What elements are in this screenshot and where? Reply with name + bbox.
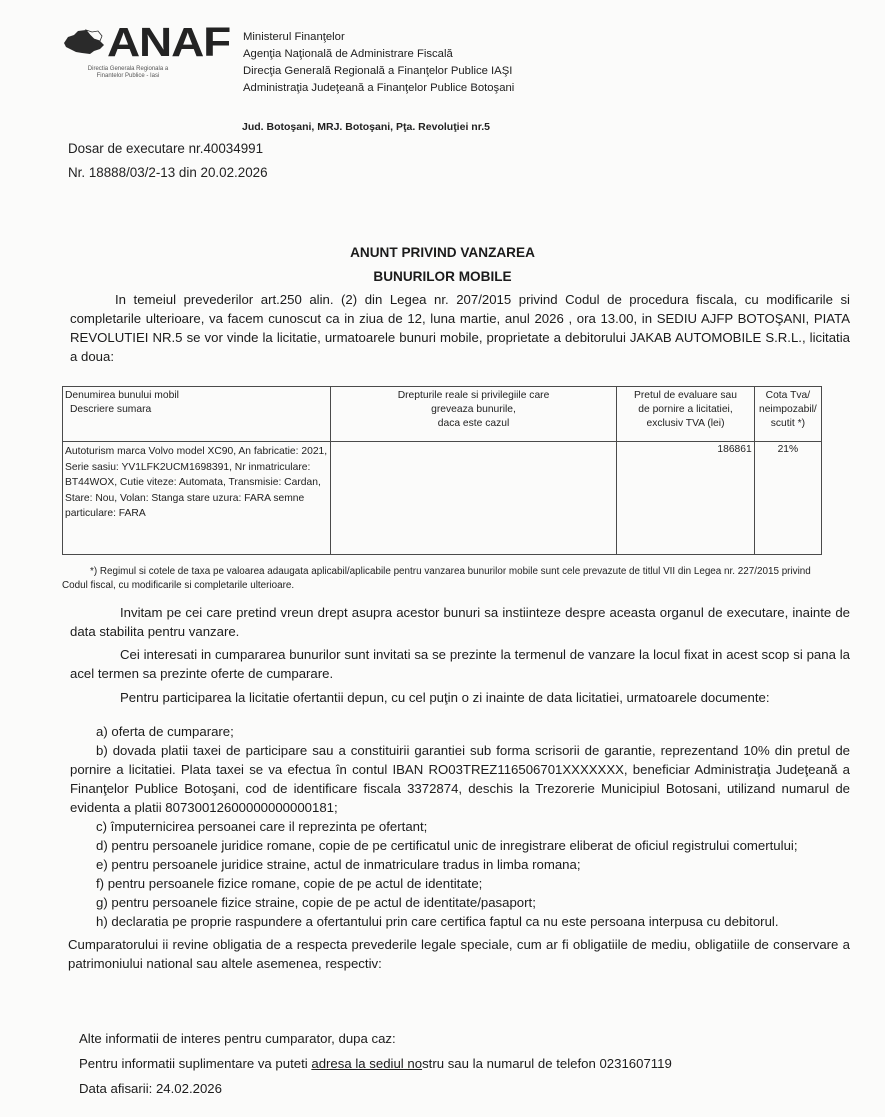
paragraph-participation: Pentru participarea la licitatie ofertantii depun, cu cel puţin o zi inainte de data licitatiei, urmatoarele documente:	[120, 690, 770, 705]
list-item: b) dovada platii taxei de participare sau a constituirii garantiei sub forma scrisorii de garantie, reprezentand 10% din pretul de pornire a licitatiei. Plata taxei se va efectua în contul IBAN RO03TREZ116506701XXXXXXX, beneficiar Administraţia Judeţeană a Finanţelor Publice Botoşani, cod de identificare fiscala 3372874, deschis la Trezorerie Municipiul Botosani, utilizand numarul de evidenta a platii 80730012600000000000181;	[70, 743, 850, 815]
case-reference	[68, 137, 268, 185]
list-item: a) oferta de cumparare;	[96, 724, 234, 739]
logo-subtitle: Directia Generala Regionala a Finantelor Publice - Iasi	[87, 66, 169, 79]
display-date: Data afisarii: 24.02.2026	[79, 1081, 222, 1096]
documents-list	[70, 722, 850, 973]
logo-wordmark: ANAF	[107, 19, 231, 65]
list-item: g) pentru persoanele fizice straine, copie de pe actul de identitate/pasaport;	[96, 895, 536, 910]
goods-table	[62, 386, 822, 555]
intro-paragraph: In temeiul prevederilor art.250 alin. (2) din Legea nr. 207/2015 privind Codul de procedura fiscala, cu modificarile si completarile ulterioare, va facem cunoscut ca in ziua de 12, luna martie, anul 2026 , ora 13.00, in SEDIU AJFP BOTOŞANI, PIATA REVOLUTIEI NR.5 se vor vinde la licitatie, urmatoarele bunuri mobile, proprietate a debitorului JAKAB AUTOMOBILE S.R.L., licitatia a doua:	[70, 292, 850, 364]
bottom-section	[79, 1026, 672, 1101]
list-item: f) pentru persoanele fizice romane, copie de pe actul de identitate;	[96, 876, 483, 891]
underlined-text: adresa la sediul no	[311, 1056, 423, 1071]
document-title-line2: BUNURILOR MOBILE	[373, 269, 512, 284]
list-item: h) declaratia pe proprie raspundere a ofertantului prin care certifica faptul ca nu este persoana interpusa cu debitorul.	[96, 914, 779, 929]
list-item: c) împuternicirea persoanei care il reprezinta pe ofertant;	[96, 819, 428, 834]
header-rights: Drepturile reale si privilegiile care greveaza bunurile, daca este cazul	[330, 387, 616, 442]
header-description: Denumirea bunului mobil Descriere sumara	[63, 387, 331, 442]
institution-line: Administraţia Judeţeană a Finanţelor Publice Botoşani	[243, 82, 515, 94]
list-item: d) pentru persoanele juridice romane, copie de pe certificatul unic de inregistrare eliberat de oficiul registrului comertului;	[96, 838, 798, 853]
document-number: Nr. 18888/03/2-13 din 20.02.2026	[68, 165, 268, 180]
anaf-logo	[60, 19, 240, 80]
office-address: Jud. Botoşani, MRJ. Botoşani, Pţa. Revoluţiei nr.5	[242, 121, 490, 133]
contact-line: Pentru informatii suplimentare va puteti adresa la sediul nostru sau la numarul de telefon 0231607119	[79, 1056, 672, 1071]
table-row	[63, 442, 822, 555]
cell-price: 186861	[617, 442, 755, 555]
institution-line: Agenţia Naţională de Administrare Fiscală	[243, 48, 453, 60]
header-vat: Cota Tva/ neimpozabil/ scutit *)	[754, 387, 821, 442]
paragraph-claims: Invitam pe cei care pretind vreun drept asupra acestor bunuri sa instiinteze despre aceasta organul de executare, inainte de data stabilita pentru vanzare.	[70, 605, 850, 639]
cell-description: Autoturism marca Volvo model XC90, An fabricatie: 2021, Serie sasiu: YV1LFK2UCM1698391, Nr inmatriculare: BT44WOX, Cutie viteze: Automata, Transmisie: Cardan, Stare: Nou, Volan: Stanga stare uzura: FARA semne particulare: FARA	[63, 442, 331, 555]
header-price: Pretul de evaluare sau de pornire a licitatiei, exclusiv TVA (lei)	[617, 387, 755, 442]
dosar-number: Dosar de executare nr.40034991	[68, 141, 264, 156]
vat-footnote: *) Regimul si cotele de taxa pe valoarea adaugata aplicabil/aplicabile pentru vanzarea bunurilor mobile sunt cele prevazute de titlul VII din Legea nr. 227/2015 privind Codul fiscal, cu modificarile si completarile ulterioare.	[62, 566, 811, 591]
cell-vat: 21%	[754, 442, 821, 555]
document-title-line1: ANUNT PRIVIND VANZAREA	[350, 245, 535, 260]
institution-lines	[243, 29, 514, 97]
list-item: e) pentru persoanele juridice straine, actul de inmatriculare tradus in limba romana;	[96, 857, 581, 872]
institution-line: Ministerul Finanţelor	[243, 31, 345, 43]
romania-map-icon	[60, 27, 106, 57]
obligations-paragraph: Cumparatorului ii revine obligatia de a respecta prevederile legale speciale, cum ar fi obligatiile de mediu, obligatiile de conservare a patrimoniului national sau altele asemenea, respectiv:	[68, 937, 850, 971]
institution-line: Direcţia Generală Regională a Finanţelor Publice IAŞI	[243, 65, 513, 77]
cell-rights	[330, 442, 616, 555]
table-header-row	[63, 387, 822, 442]
other-info-line: Alte informatii de interes pentru cumparator, dupa caz:	[79, 1031, 396, 1046]
paragraph-interested: Cei interesati in cumpararea bunurilor sunt invitati sa se prezinte la termenul de vanzare la locul fixat in acest scop si pana la acel termen sa prezinte oferte de cumparare.	[70, 647, 850, 681]
